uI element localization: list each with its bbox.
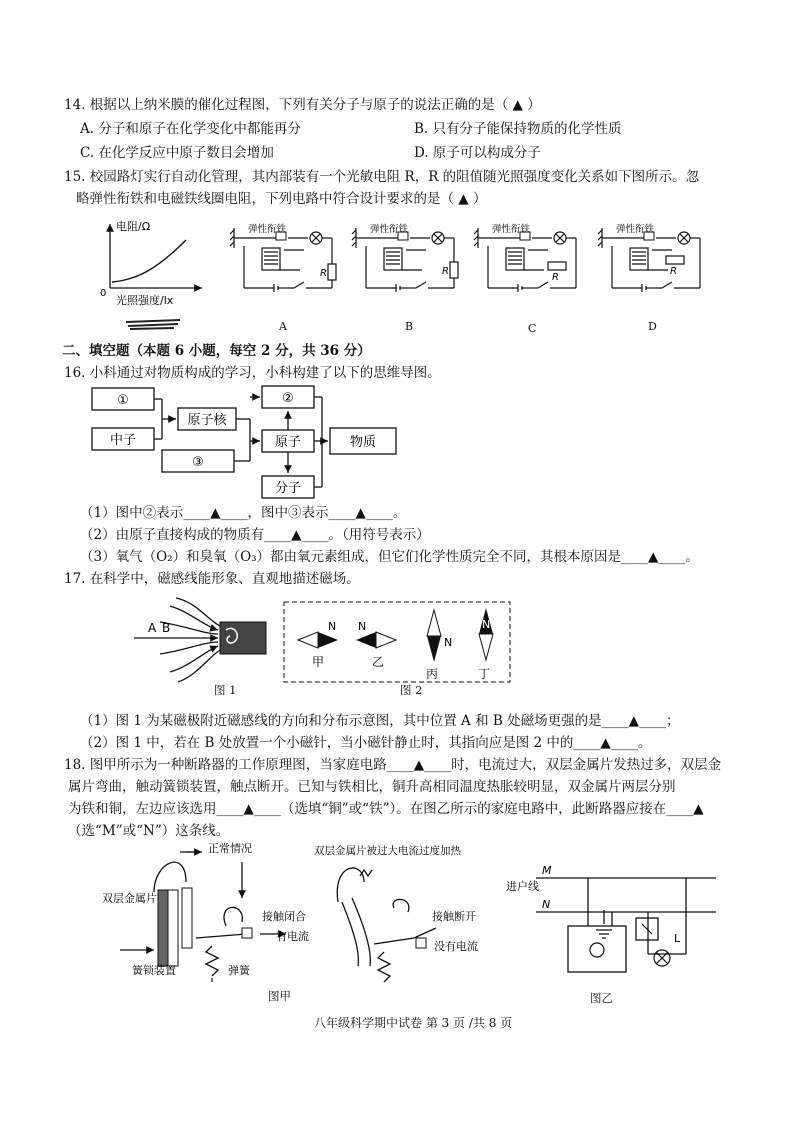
q17-part2: （2）图 1 中，若在 B 处放置一个小磁针，当小磁针静止时，其指向应是图 2 中的____▲____。 xyxy=(80,735,652,751)
q14-option-c: C. 在化学反应中原子数目会增加 xyxy=(80,145,274,161)
fig2-caption: 图 2 xyxy=(400,683,423,697)
svg-text:弹性衔铁: 弹性衔铁 xyxy=(248,224,287,235)
wire-left xyxy=(154,862,186,892)
needle-bing xyxy=(426,610,452,681)
label-contact-closed: 接触闭合 xyxy=(262,910,306,923)
box-neutron-label: 中子 xyxy=(109,433,137,448)
breaker-diagram xyxy=(96,842,496,982)
fig1-caption: 图 1 xyxy=(214,683,237,697)
socket-icon xyxy=(590,943,604,957)
q16-part1: （1）图中②表示____▲____，图中③表示____▲____。 xyxy=(80,505,407,521)
label-heated: 双层金属片被过大电流过度加热 xyxy=(314,845,461,857)
svg-text:弹性衔铁: 弹性衔铁 xyxy=(370,224,409,235)
mind-map xyxy=(90,384,400,500)
fig-a-caption: 图甲 xyxy=(268,989,291,1003)
label-spring: 弹簧 xyxy=(228,964,250,977)
graph-ylabel: 电阻/Ω xyxy=(116,220,151,233)
svg-text:丙: 丙 xyxy=(426,667,439,681)
circuit-option-c: C xyxy=(528,322,537,335)
svg-text:N: N xyxy=(444,636,453,649)
graph-origin: 0 xyxy=(100,288,107,299)
svg-text:R: R xyxy=(320,268,327,279)
svg-text:R: R xyxy=(442,266,449,277)
q18-line1: 18. 图甲所示为一种断路器的工作原理图，当家庭电路____▲____时，电流过大，双层金属片发热过多，双层金 xyxy=(64,757,722,773)
field-lines xyxy=(134,598,220,682)
box-molecule-label: 分子 xyxy=(274,481,302,496)
graph-xlabel: 光照强度/lx xyxy=(116,294,174,307)
circuit-c xyxy=(468,222,588,306)
svg-text:N: N xyxy=(358,620,367,633)
label-has-current: 有电流 xyxy=(276,930,309,943)
ground-icon xyxy=(596,930,612,938)
circuit-d xyxy=(592,222,712,306)
svg-text:弹性衔铁: 弹性衔铁 xyxy=(492,224,531,235)
contact-point xyxy=(242,928,252,938)
svg-text:丁: 丁 xyxy=(478,667,491,681)
q18-line3: 为铁和铜，左边应该选用____▲____（选填“铜”或“铁”）。在图乙所示的家庭电路中，此断路器应接在____▲ xyxy=(68,801,704,817)
box-3-label: ③ xyxy=(192,455,204,470)
needle-jia xyxy=(298,620,338,669)
point-a-label: A xyxy=(148,621,157,635)
fig-b-caption: 图乙 xyxy=(590,991,613,1005)
q14-stem: 14. 根据以上纳米膜的催化过程图，下列有关分子与原子的说法正确的是（ ▲ ） xyxy=(64,97,541,113)
circuit-option-a: A xyxy=(279,320,287,333)
q16-part2: （2）由原子直接构成的物质有____▲____。（用符号表示） xyxy=(80,527,430,543)
q14-option-a: A. 分子和原子在化学变化中都能再分 xyxy=(80,121,301,137)
point-b-label: B xyxy=(162,621,171,635)
box-1-label: ① xyxy=(117,393,129,408)
svg-text:N: N xyxy=(482,618,491,631)
q17-stem: 17. 在科学中，磁感线能形象、直观地描述磁场。 xyxy=(64,571,360,587)
label-incoming: 进户线 xyxy=(506,880,539,893)
label-lamp: L xyxy=(674,932,681,945)
needle-yi xyxy=(356,620,396,669)
spring-lock xyxy=(182,888,192,948)
svg-text:甲: 甲 xyxy=(312,655,325,669)
q18-line4: （选“M”或“N”）这条线。 xyxy=(68,823,230,839)
q16-stem: 16. 小科通过对物质构成的学习，小科构建了以下的思维导图。 xyxy=(64,365,441,381)
socket-box xyxy=(568,926,626,972)
q14-option-d: D. 原子可以构成分子 xyxy=(414,145,541,161)
section-title: 二、填空题（本题 6 小题，每空 2 分，共 36 分） xyxy=(62,343,371,359)
box-atom-label: 原子 xyxy=(274,435,302,450)
box-substance-label: 物质 xyxy=(349,435,377,450)
svg-text:N: N xyxy=(328,620,337,633)
svg-text:乙: 乙 xyxy=(372,655,385,669)
contact-point-open xyxy=(416,938,426,948)
needle-ding xyxy=(478,608,493,681)
label-n: N xyxy=(542,898,551,911)
q15-line2: 略弹性衔铁和电磁铁线圈电阻，下列电路中符合设计要求的是（ ▲ ） xyxy=(76,191,487,207)
label-no-current: 没有电流 xyxy=(434,940,478,953)
home-circuit xyxy=(502,860,722,978)
q18-line2: 属片弯曲，触动簧锁装置，触点断开。已知与铁相比，铜升高相同温度热胀较明显，双金属片两层分别 xyxy=(68,779,676,795)
box-2-label: ② xyxy=(282,391,294,406)
q16-part3: （3）氧气（O₂）和臭氧（O₃）都由氧元素组成，但它们化学性质完全不同，其根本原因是____▲____。 xyxy=(80,549,699,565)
box-nucleus-label: 原子核 xyxy=(187,413,227,428)
scribble-mark xyxy=(124,316,184,332)
circuit-b xyxy=(346,222,466,306)
label-bimetal: 双层金属片 xyxy=(102,892,157,905)
magnet-figures xyxy=(130,596,530,692)
svg-text:R: R xyxy=(670,266,677,277)
svg-text:弹性衔铁: 弹性衔铁 xyxy=(616,224,655,235)
label-normal: 正常情况 xyxy=(208,842,252,855)
label-contact-open: 接触断开 xyxy=(432,910,476,923)
q17-part1: （1）图 1 为某磁极附近磁感线的方向和分布示意图，其中位置 A 和 B 处磁场更强的是____▲____； xyxy=(80,713,680,729)
label-spring-lock: 簧锁装置 xyxy=(132,964,176,977)
svg-text:R: R xyxy=(552,272,559,283)
bimetal-strip xyxy=(158,890,168,966)
circuit-option-d: D xyxy=(648,320,657,333)
resistance-curve xyxy=(112,240,186,282)
circuit-a xyxy=(224,222,344,306)
q14-option-b: B. 只有分子能保持物质的化学性质 xyxy=(414,121,622,137)
q15-line1: 15. 校园路灯实行自动化管理，其内部装有一个光敏电阻 R，R 的阻值随光照强度变化关系如下图所示。忽 xyxy=(64,169,700,185)
circuit-option-b: B xyxy=(405,320,414,333)
label-m: M xyxy=(542,864,552,877)
page-footer: 八年级科学期中试卷 第 3 页 /共 8 页 xyxy=(314,1016,513,1030)
resistance-light-graph xyxy=(96,218,216,310)
